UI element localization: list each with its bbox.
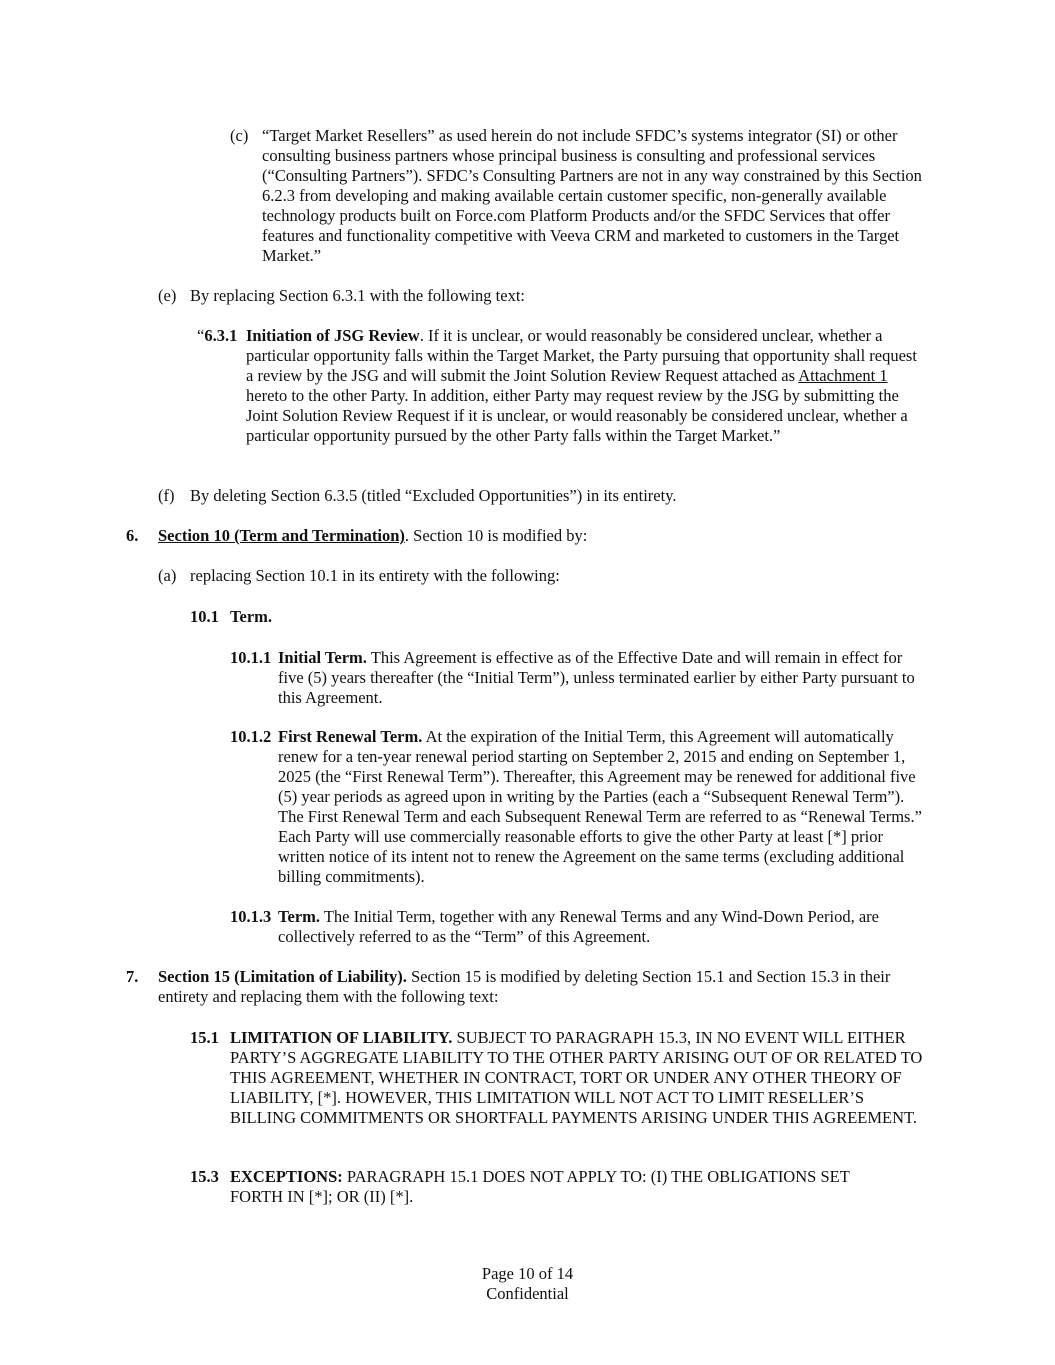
page-number: Page 10 of 14 (481, 1264, 574, 1283)
section-6-3-1-text2: hereto to the other Party. In addition, either Party may request review by the JSG by submitting the Joint Solution Review Request if it is unclear, or would reasonably be considered unclear, whether a particular opportunity pursued by the other Party falls within the Target Market.” (246, 386, 908, 445)
clause-e-label: (e) (158, 286, 177, 305)
section-10-1-1 (230, 648, 920, 708)
section-10-1-2-text: At the expiration of the Initial Term, this Agreement will automatically renew for a ten-year renewal period starting on September 2, 2015 and ending on September 1, 2025 (the “First Renewal Term”). Thereafter, this Agreement may be renewed for additional five (5) year periods as agreed upon in writing by the Parties (each a “Subsequent Renewal Term”). The First Renewal Term and each Subsequent Renewal Term are referred to as “Renewal Terms.” Each Party will use commercially reasonable efforts to give the other Party at least [*] prior written notice of its intent not to renew the Agreement on the same terms (excluding additional billing commitments). (278, 727, 922, 886)
section-10-1-2-number: 10.1.2 (230, 727, 272, 746)
section-10-1-3-title: Term. (278, 907, 321, 926)
page-footer (0, 1264, 1055, 1304)
section-10-1-number: 10.1 (190, 607, 219, 626)
section-7-text: Section 15 is modified by deleting Section 15.1 and Section 15.3 in their entirety and replacing them with the following text: (158, 967, 891, 1006)
section-10-1-1-title: Initial Term. (278, 648, 367, 667)
clause-f (158, 486, 928, 506)
section-10-1-1-text: This Agreement is effective as of the Effective Date and will remain in effect for five (5) years thereafter (the “Initial Term”), unless terminated earlier by either Party pursuant to this Agreement. (278, 648, 915, 707)
clause-a (158, 566, 928, 586)
section-15-1 (190, 1028, 926, 1128)
section-15-3 (190, 1167, 890, 1207)
clause-c-label: (c) (230, 126, 249, 145)
clause-e-text: By replacing Section 6.3.1 with the following text: (190, 286, 525, 305)
section-6-3-1-text1: . If it is unclear, or would reasonably be considered unclear, whether a particular opportunity falls within the Target Market, the Party pursuing that opportunity shall request a review by the JSG and will submit the Joint Solution Review Request attached as (246, 326, 917, 385)
section-7-number: 7. (126, 967, 139, 986)
confidential-label: Confidential (486, 1284, 569, 1303)
section-6 (126, 526, 926, 546)
section-15-3-text: PARAGRAPH 15.1 DOES NOT APPLY TO: (I) THE OBLIGATIONS SET FORTH IN [*]; OR (II) [*]. (230, 1167, 850, 1206)
clause-f-label: (f) (158, 486, 175, 505)
section-10-1-2 (230, 727, 932, 887)
section-6-3-1-title: Initiation of JSG Review (246, 326, 420, 345)
section-10-1-3-number: 10.1.3 (230, 907, 272, 926)
section-15-1-title: LIMITATION OF LIABILITY. (230, 1028, 453, 1047)
section-6-3-1-number: 6.3.1 (204, 326, 238, 345)
clause-e (158, 286, 928, 306)
section-7-title: Section 15 (Limitation of Liability). (158, 967, 407, 986)
section-7 (126, 967, 926, 1007)
section-15-1-text: SUBJECT TO PARAGRAPH 15.3, IN NO EVENT WILL EITHER PARTY’S AGGREGATE LIABILITY TO THE OTHER PARTY ARISING OUT OF OR RELATED TO THIS AGREEMENT, WHETHER IN CONTRACT, TORT OR UNDER ANY OTHER THEORY OF LIABILITY, [*]. HOWEVER, THIS LIMITATION WILL NOT ACT TO LIMIT RESELLER’S BILLING COMMITMENTS OR SHORTFALL PAYMENTS ARISING UNDER THIS AGREEMENT. (230, 1028, 923, 1127)
section-15-3-title: EXCEPTIONS: (230, 1167, 343, 1186)
clause-c-text: “Target Market Resellers” as used herein do not include SFDC’s systems integrator (SI) or other consulting business partners whose principal business is consulting and professional services (“Consulting Partners”). SFDC’s Consulting Partners are not in any way constrained by this Section 6.2.3 from developing and making available certain customer specific, non-generally available technology products built on Force.com Platform Products and/or the SFDC Services that offer features and functionality competitive with Veeva CRM and marketed to customers in the Target Market.” (262, 126, 922, 265)
clause-a-text: replacing Section 10.1 in its entirety with the following: (190, 566, 560, 585)
section-6-3-1 (197, 326, 927, 446)
section-6-number: 6. (126, 526, 139, 545)
section-10-1-2-title: First Renewal Term. (278, 727, 423, 746)
attachment-1-link: Attachment 1 (798, 366, 888, 385)
clause-c (230, 126, 932, 266)
clause-a-label: (a) (158, 566, 177, 585)
section-15-3-number: 15.3 (190, 1167, 219, 1186)
clause-f-text: By deleting Section 6.3.5 (titled “Excluded Opportunities”) in its entirety. (190, 486, 677, 505)
section-10-1-1-number: 10.1.1 (230, 648, 272, 667)
section-6-text: . Section 10 is modified by: (404, 526, 588, 545)
section-6-title: Section 10 (Term and Termination) (158, 526, 405, 545)
section-10-1-title: Term. (230, 607, 273, 626)
section-10-1 (190, 607, 890, 627)
section-10-1-3 (230, 907, 920, 947)
open-quote: “ (197, 326, 205, 345)
section-10-1-3-text: The Initial Term, together with any Renewal Terms and any Wind-Down Period, are collectively referred to as the “Term” of this Agreement. (278, 907, 879, 946)
section-15-1-number: 15.1 (190, 1028, 219, 1047)
